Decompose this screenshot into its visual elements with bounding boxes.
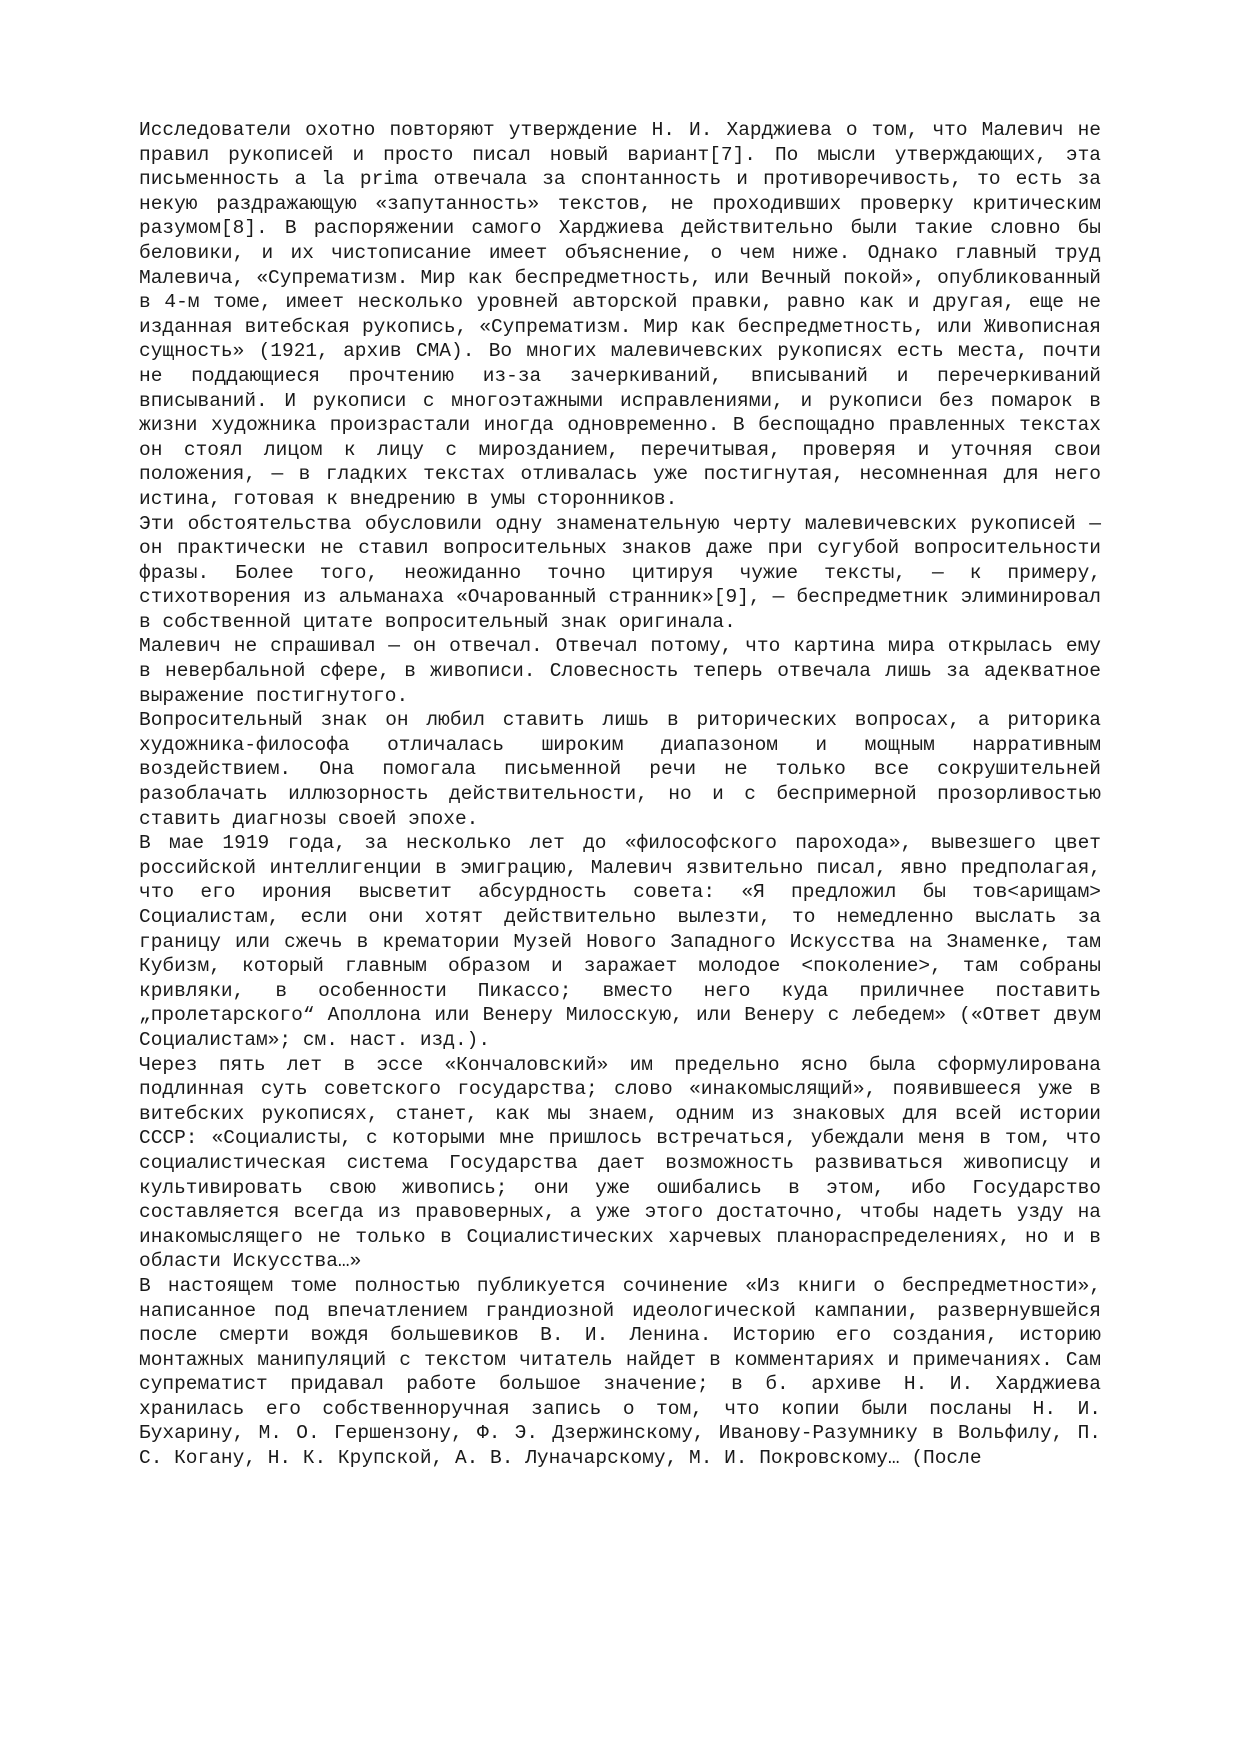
paragraph-6: Через пять лет в эссе «Кончаловский» им предельно ясно была сформулирована подлинная суть советского государства; слово «инакомыслящий», появившееся уже в витебских рукописях, станет, как мы знаем, одним из знаковых для всей истории СССР: «Социалисты, с которыми мне пришлось встречаться, убеждали меня в том, что социалистическая система Государства дает возможность развиваться живописцу и культивировать свою живопись; они уже ошибались в этом, ибо Государство составляется всегда из правоверных, а уже этого достаточно, чтобы надеть узду на инакомыслящего не только в Социалистических харчевых планораспределениях, но и в области Искусства…» xyxy=(139,1053,1101,1273)
paragraph-5: В мае 1919 года, за несколько лет до «философского парохода», вывезшего цвет российской интеллигенции в эмиграцию, Малевич язвительно писал, явно предполагая, что его ирония высветит абсурдность совета: «Я предложил бы тов<арищам> Социалистам, если они хотят действительно вылезти, то немедленно выслать за границу или сжечь в крематории Музей Нового Западного Искусства на Знаменке, там Кубизм, который главным образом и заражает молодое <поколение>, там собраны кривляки, в особенности Пикассо; вместо него куда приличнее поставить „пролетарского“ Аполлона или Венеру Милосскую, или Венеру с лебедем» («Ответ двум Социалистам»; см. наст. изд.). xyxy=(139,832,1101,1051)
document-page xyxy=(139,118,1101,1471)
paragraph-2: Эти обстоятельства обусловили одну знаменательную черту малевичевских рукописей — он практически не ставил вопросительных знаков даже при сугубой вопросительности фразы. Более того, неожиданно точно цитируя чужие тексты, — к примеру, стихотворения из альманаха «Очарованный странник»[9], — беспредметник элиминировал в собственной цитате вопросительный знак оригинала. xyxy=(139,512,1101,633)
paragraph-3: Малевич не спрашивал — он отвечал. Отвечал потому, что картина мира открылась ему в невербальной сфере, в живописи. Словесность теперь отвечала лишь за адекватное выражение постигнутого. xyxy=(139,635,1101,707)
paragraph-7: В настоящем томе полностью публикуется сочинение «Из книги о беспредметности», написанное под впечатлением грандиозной идеологической кампании, развернувшейся после смерти вождя большевиков В. И. Ленина. Историю его создания, историю монтажных манипуляций с текстом читатель найдет в комментариях и примечаниях. Сам супрематист придавал работе большое значение; в б. архиве Н. И. Харджиева хранилась его собственноручная запись о том, что копии были посланы Н. И. Бухарину, М. О. Гершензону, Ф. Э. Дзержинскому, Иванову-Разумнику в Вольфилу, П. С. Когану, Н. К. Крупской, А. В. Луначарскому, М. И. Покровскому… (После xyxy=(139,1274,1101,1470)
paragraph-4: Вопросительный знак он любил ставить лишь в риторических вопросах, а риторика художника-философа отличалась широким диапазоном и мощным нарративным воздействием. Она помогала письменной речи не только все сокрушительней разоблачать иллюзорность действительности, но и с беспримерной прозорливостью ставить диагнозы своей эпохе. xyxy=(139,709,1101,830)
paragraph-1: Исследователи охотно повторяют утверждение Н. И. Харджиева о том, что Малевич не правил рукописей и просто писал новый вариант[7]. По мысли утверждающих, эта письменность a la prima отвечала за спонтанность и противоречивость, то есть за некую раздражающую «запутанность» текстов, не проходивших проверку критическим разумом[8]. В распоряжении самого Харджиева действительно были такие словно бы беловики, и их чистописание имеет объяснение, о чем ниже. Однако главный труд Малевича, «Супрематизм. Мир как беспредметность, или Вечный покой», опубликованный в 4-м томе, имеет несколько уровней авторской правки, равно как и другая, еще не изданная витебская рукопись, «Супрематизм. Мир как беспредметность, или Живописная сущность» (1921, архив СМА). Во многих малевичевских рукописях есть места, почти не поддающиеся прочтению из-за зачеркиваний, вписываний и перечеркиваний вписываний. И рукописи с многоэтажными исправлениями, и рукописи без помарок в жизни художника произрастали иногда одновременно. В беспощадно правленных текстах он стоял лицом к лицу с мирозданием, перечитывая, проверяя и уточняя свои положения, — в гладких текстах отливалась уже постигнутая, несомненная для него истина, готовая к внедрению в умы сторонников. xyxy=(139,119,1101,510)
